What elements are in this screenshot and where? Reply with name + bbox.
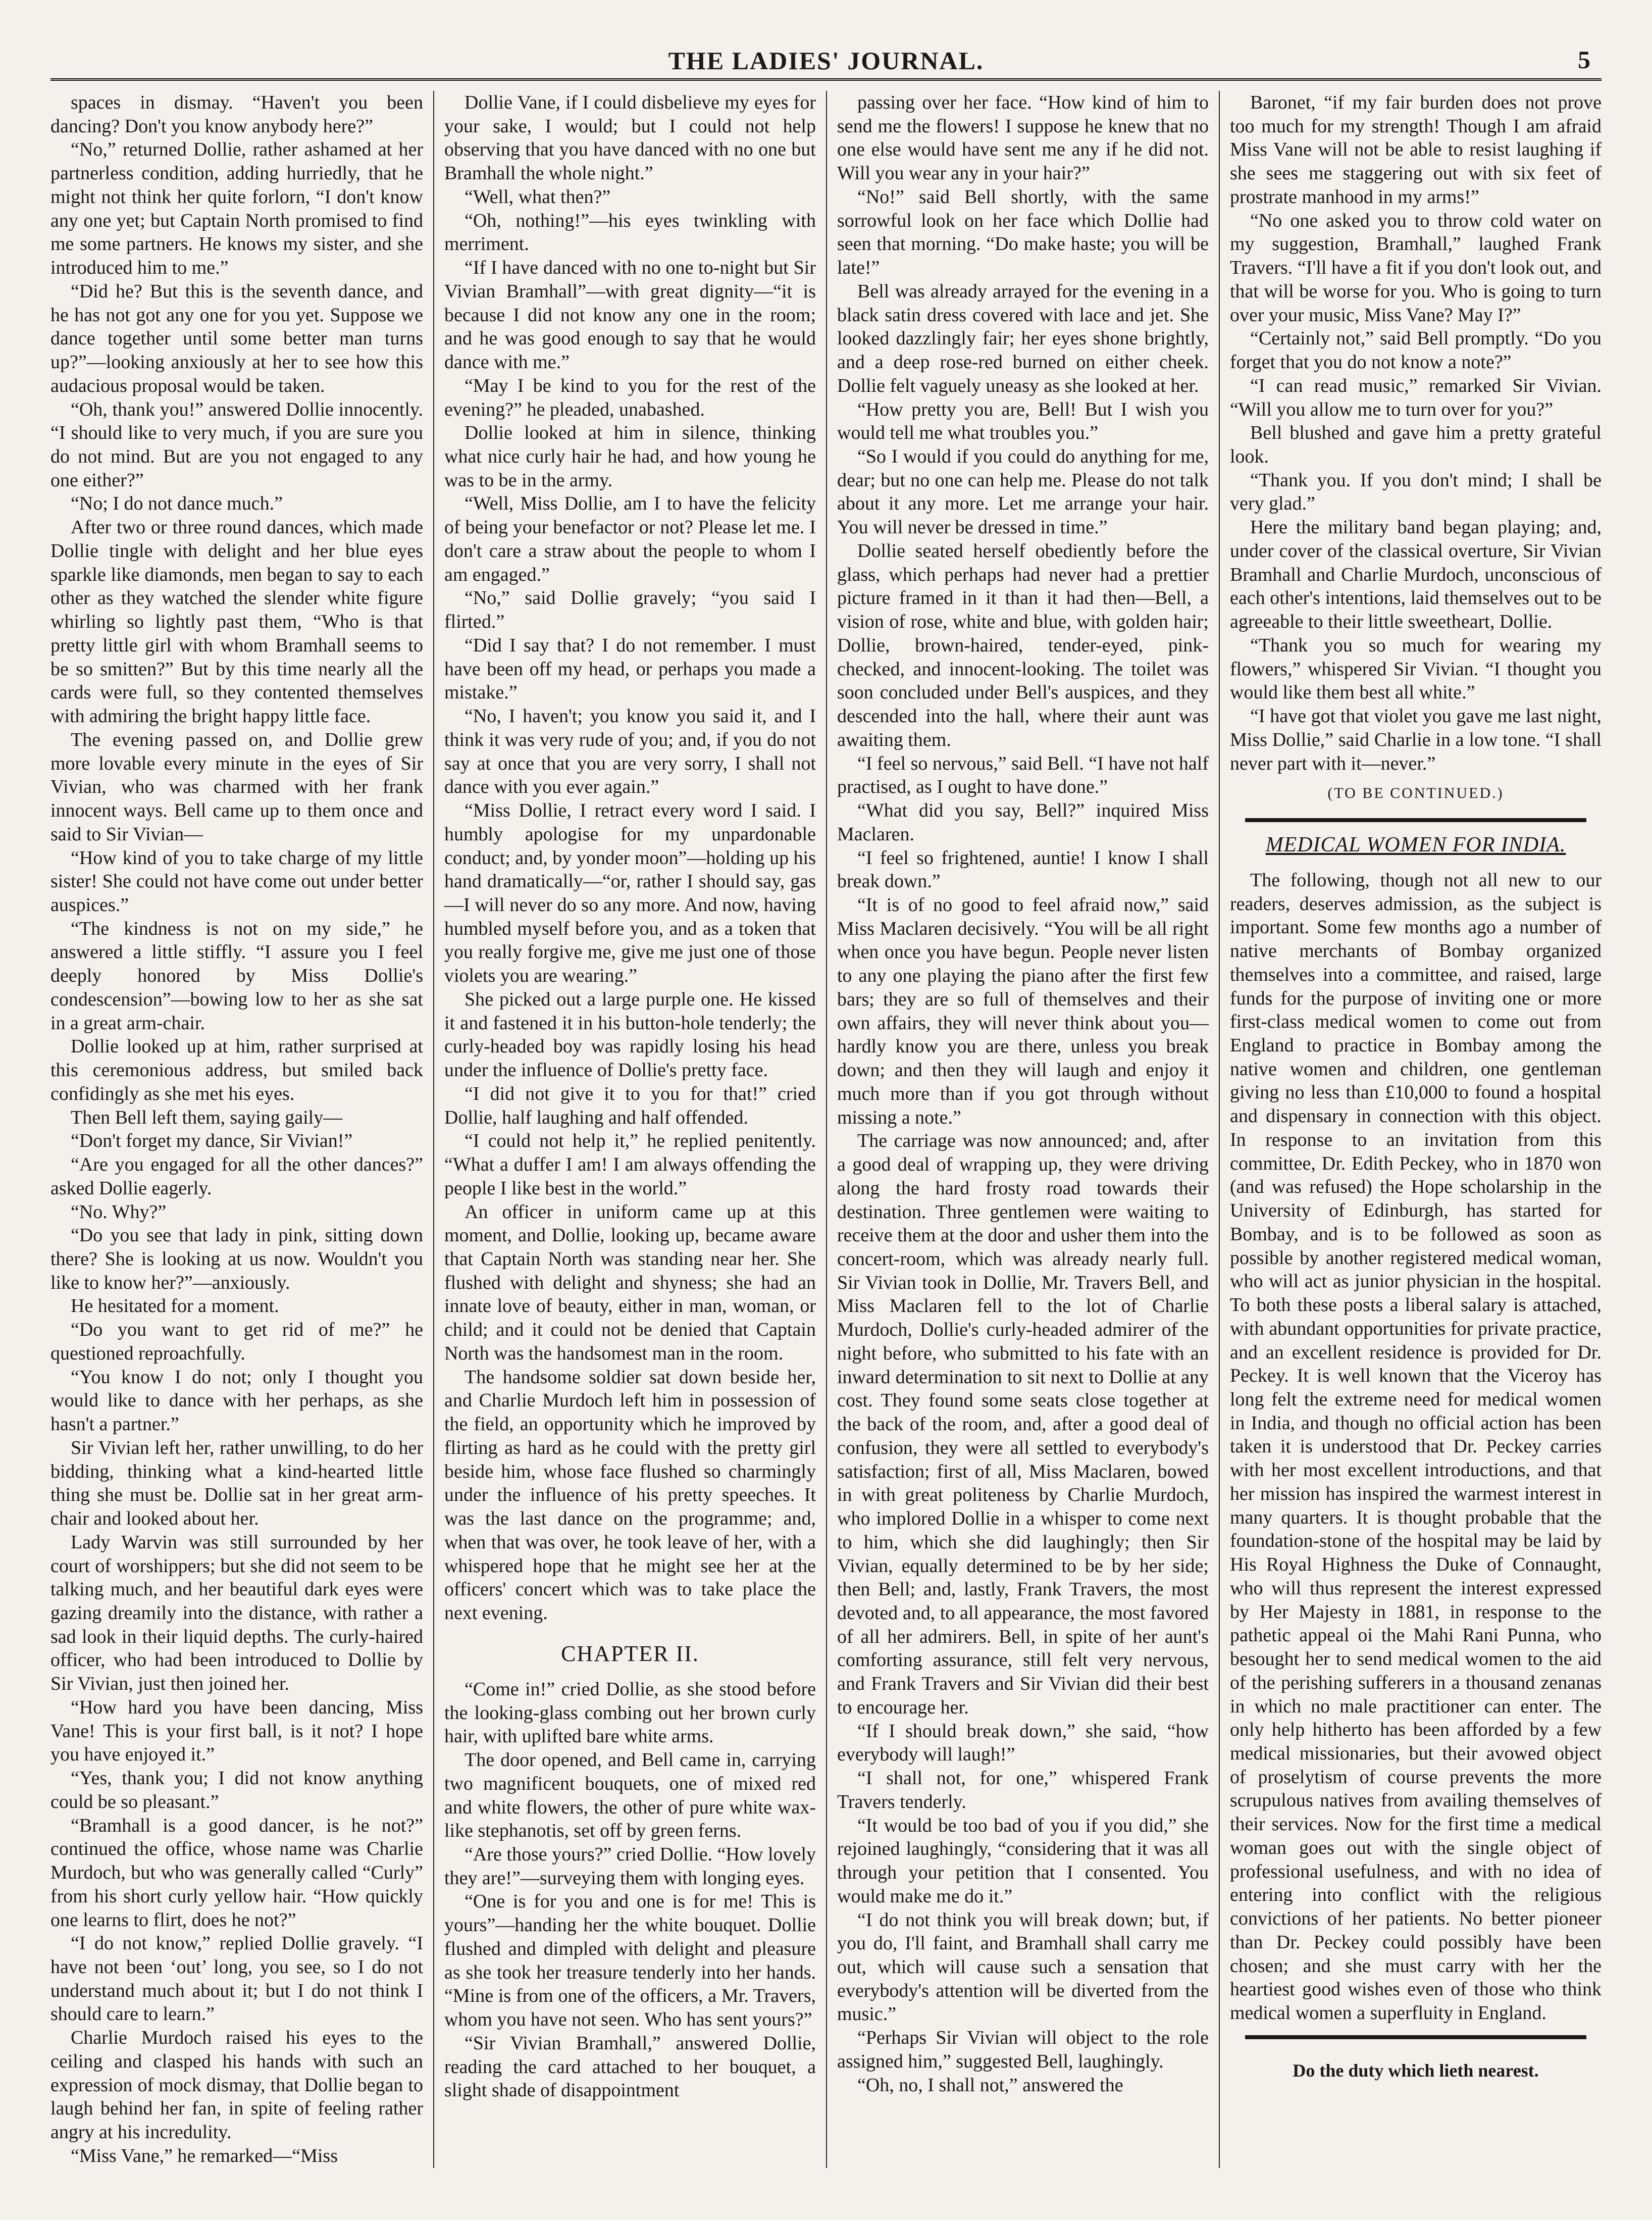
paragraph: “If I should break down,” she said, “how everybody will laugh!”	[837, 1720, 1209, 1765]
paragraph: “I do not think you will break down; but, if you do, I'll faint, and Bramhall shall carry me out, which will cause such a sensation that everybody's attention will be diverted from the music.”	[837, 1909, 1209, 2025]
paragraph: Baronet, “if my fair burden does not prove too much for my strength! Though I am afraid Miss Vane will not be able to resist laughing if she sees me staggering out with six feet of prostrate manhood in my arms!”	[1230, 92, 1602, 208]
paragraph: The handsome soldier sat down beside her, and Charlie Murdoch left him in possession of the field, an opportunity which he improved by flirting as hard as he could with the pretty girl beside him, whose face flushed so charmingly under the influence of his pretty speeches. It was the last dance on the programme; and, when that was over, he took leave of her, with a whispered hope that he might see her at the officers' concert which was to take place the next evening.	[444, 1366, 816, 1624]
paragraph: Dollie seated herself obediently before the glass, which perhaps had never had a prettier picture framed in it than it had then—Bell, a vision of rose, white and blue, with golden hair; Dollie, brown-haired, tender-eyed, pink-checked, and innocent-looking. The toilet was soon concluded under Bell's auspices, and they descended into the hall, where their aunt was awaiting them.	[837, 540, 1209, 750]
paragraph: “Come in!” cried Dollie, as she stood before the looking-glass combing out her brown curly hair, with uplifted bare white arms.	[444, 1678, 816, 1747]
paragraph: “I feel so nervous,” said Bell. “I have not half practised, as I ought to have done.”	[837, 752, 1209, 798]
paragraph: “Well, Miss Dollie, am I to have the felicity of being your benefactor or not? Please let me. I don't care a straw about the people to whom I am engaged.”	[444, 493, 816, 585]
paragraph: The following, though not all new to our readers, deserves admission, as the subject is important. Some few months ago a number of native merchants of Bombay organized themselves into a committee, and raised, large funds for the purpose of inviting one or more first-class medical women to come out from England to practice in Bombay among the native women and children, one gentleman giving no less than £10,000 to found a hospital and dispensary in connection with this object. In response to an invitation from this committee, Dr. Edith Peckey, who in 1870 won (and was refused) the Hope scholarship in the University of Edinburgh, has started for Bombay, and is to be followed as soon as possible by another registered medical woman, who will act as junior physician in the hospital. To both these posts a liberal salary is attached, with abundant opportunities for private practice, and an excellent residence is provided for Dr. Peckey. It is well known that the Viceroy has long felt the extreme need for medical women in India, and though no official action has been taken it is understood that Dr. Peckey carries with her most excellent introductions, and that her mission has inspired the warmest interest in many quarters. It is thought probable that the foundation-stone of the hospital may be laid by His Royal Highness the Duke of Connaught, who will thus represent the interest expressed by Her Majesty in 1881, in response to the pathetic appeal oi the Mahi Rani Punna, who besought her to send medical women to the aid of the perishing sufferers in a thousand zenanas in which no male practitioner can enter. The only help hitherto has been afforded by a few medical missionaries, but their avowed object of proselytism of course prevents the more scrupulous natives from availing themselves of their services. Now for the first time a medical woman goes out with the single object of professional usefulness, and with no idea of entering into conflict with the religious convictions of her patients. No better pioneer than Dr. Peckey could possibly have been chosen; and she must carry with her the heartiest good wishes even of those who think medical women a superfluity in England.	[1230, 869, 1602, 2024]
paragraph: “Miss Dollie, I retract every word I said. I humbly apologise for my unpardonable conduct; and, by yonder moon”—holding up his hand dramatically—“or, rather I should say, gas—I will never do so any more. And now, having humbled myself before you, and as a token that you really forgive me, give me just one of those violets you are wearing.”	[444, 800, 816, 987]
paragraph: “How pretty you are, Bell! But I wish you would tell me what troubles you.”	[837, 398, 1209, 444]
paragraph: “No!” said Bell shortly, with the same sorrowful look on her face which Dollie had seen that morning. “Do make haste; you will be late!”	[837, 186, 1209, 279]
paragraph: “I feel so frightened, auntie! I know I shall break down.”	[837, 847, 1209, 892]
paragraph: “I have got that violet you gave me last night, Miss Dollie,” said Charlie in a low tone. “I shall never part with it—never.”	[1230, 705, 1602, 774]
paragraph: “Oh, no, I shall not,” answered the	[857, 2074, 1123, 2096]
paragraph: “So I would if you could do anything for me, dear; but no one can help me. Please do not talk about it any more. Let me arrange your hair. You will never be dressed in time.”	[837, 446, 1209, 538]
paragraph: “Are you engaged for all the other dances?” asked Dollie eagerly.	[50, 1154, 423, 1199]
paragraph: After two or three round dances, which made Dollie tingle with delight and her blue eyes sparkle like diamonds, men began to say to each other as they watched the slender white figure whirling so lightly past them, “Who is that pretty little girl with whom Bramhall seems to be so smitten?” But by this time nearly all the cards were full, so they contented themselves with admiring the bright happy little face.	[50, 517, 423, 727]
paragraph: “Oh, thank you!” answered Dollie innocently. “I should like to very much, if you are sure you do not mind. But are you not engaged to any one either?”	[50, 398, 423, 491]
section-divider	[1245, 818, 1586, 822]
paragraph: “Are those yours?” cried Dollie. “How lovely they are!”—surveying them with longing eyes.	[444, 1843, 816, 1889]
paragraph: “Well, what then?”	[464, 186, 611, 208]
paragraph: She picked out a large purple one. He kissed it and fastened it in his button-hole tenderly; the curly-headed boy was rapidly losing his head under the influence of Dollie's pretty face.	[444, 988, 816, 1081]
journal-title: THE LADIES' JOURNAL.	[668, 46, 984, 75]
paragraph: spaces in dismay. “Haven't you been dancing? Don't you know anybody here?”	[50, 92, 423, 137]
paragraph: Lady Warvin was still surrounded by her court of worshippers; but she did not seem to be talking much, and her beautiful dark eyes were gazing dreamily into the distance, with rather a sad look in their liquid depths. The curly-haired officer, who had been introduced to Dollie by Sir Vivian, just then joined her.	[50, 1531, 423, 1695]
paragraph: passing over her face. “How kind of him to send me the flowers! I suppose he knew that no one else would have sent me any if he did not. Will you wear any in your hair?”	[837, 92, 1209, 184]
paragraph: “No, I haven't; you know you said it, and I think it was very rude of you; and, if you do not say at once that you are very sorry, I shall not dance with you ever again.”	[444, 705, 816, 798]
paragraph: “Miss Vane,” he remarked—“Miss	[71, 2145, 338, 2166]
paragraph: “What did you say, Bell?” inquired Miss Maclaren.	[837, 800, 1209, 845]
paragraph: Bell blushed and gave him a pretty grateful look.	[1230, 422, 1602, 468]
paragraph: “Oh, nothing!”—his eyes twinkling with merriment.	[444, 210, 816, 255]
paragraph: “No. Why?”	[71, 1201, 167, 1223]
paragraph: An officer in uniform came up at this moment, and Dollie, looking up, became aware that Captain North was standing near her. She flushed with delight and shyness; she had an innate love of beauty, either in man, woman, or child; and it could not be denied that Captain North was the handsomest man in the room.	[444, 1201, 816, 1364]
paragraph: “Thank you. If you don't mind; I shall be very glad.”	[1230, 469, 1602, 515]
paragraph: “I could not help it,” he replied penitently. “What a duffer I am! I am always offending the people I like best in the world.”	[444, 1130, 816, 1199]
paragraph: “Certainly not,” said Bell promptly. “Do you forget that you do not know a note?”	[1230, 328, 1602, 373]
paragraph: “Sir Vivian Bramhall,” answered Dollie, reading the card attached to her bouquet, a slight shade of disappointment	[444, 2032, 816, 2101]
column-4	[1219, 91, 1602, 2168]
page-number: 5	[1578, 45, 1591, 74]
paragraph: Sir Vivian left her, rather unwilling, to do her bidding, thinking what a kind-hearted little thing she must be. Dollie sat in her great arm-chair and looked about her.	[50, 1437, 423, 1530]
paragraph: “Do you see that lady in pink, sitting down there? She is looking at us now. Wouldn't you like to know her?”—anxiously.	[50, 1225, 423, 1293]
paragraph: “Don't forget my dance, Sir Vivian!”	[71, 1130, 353, 1152]
paragraph: The evening passed on, and Dollie grew more lovable every minute in the eyes of Sir Vivian, who was charmed with her frank innocent ways. Bell came up to them once and said to Sir Vivian—	[50, 729, 423, 845]
paragraph: He hesitated for a moment.	[71, 1295, 279, 1317]
chapter-heading: CHAPTER II.	[561, 1641, 699, 1666]
paragraph: “I do not know,” replied Dollie gravely. “I have not been ‘out’ long, you see, so I do not understand much about it; but I do not think I should care to learn.”	[50, 1933, 423, 2025]
paragraph: “No one asked you to throw cold water on my suggestion, Bramhall,” laughed Frank Travers. “I'll have a fit if you don't look out, and that will be worse for you. Who is going to turn over your music, Miss Vane? May I?”	[1230, 210, 1602, 326]
paragraph: “Perhaps Sir Vivian will object to the role assigned him,” suggested Bell, laughingly.	[837, 2027, 1209, 2072]
paragraph: “Thank you so much for wearing my flowers,” whispered Sir Vivian. “I thought you would like them best all white.”	[1230, 634, 1602, 703]
paragraph: “No,” returned Dollie, rather ashamed at her partnerless condition, adding hurriedly, that he might not think her quite forlorn, “I don't know any one yet; but Captain North promised to find me some partners. He knows my sister, and she introduced him to me.”	[50, 139, 423, 279]
to-be-continued: (TO BE CONTINUED.)	[1327, 785, 1504, 802]
paragraph: “How kind of you to take charge of my little sister! She could not have come out under better auspices.”	[50, 847, 423, 916]
paragraph: Dollie Vane, if I could disbelieve my eyes for your sake, I would; but I could not help observing that you have danced with no one but Bramhall the whole night.”	[444, 92, 816, 184]
paragraph: “Do you want to get rid of me?” he questioned reproachfully.	[50, 1319, 423, 1364]
paragraph: “Bramhall is a good dancer, is he not?” continued the office, whose name was Charlie Murdoch, but who was generally called “Curly” from his short curly yellow hair. “How quickly one learns to flirt, does he not?”	[50, 1814, 423, 1931]
paragraph: “No,” said Dollie gravely; “you said I flirted.”	[444, 587, 816, 633]
article-title: MEDICAL WOMEN FOR INDIA.	[1265, 833, 1566, 857]
text-columns	[50, 91, 1602, 2166]
paragraph: “Did I say that? I do not remember. I must have been off my head, or perhaps you made a mistake.”	[444, 634, 816, 703]
paragraph: “How hard you have been dancing, Miss Vane! This is your first ball, is it not? I hope you have enjoyed it.”	[50, 1696, 423, 1765]
paragraph: Charlie Murdoch raised his eyes to the ceiling and clasped his hands with such an expression of mock dismay, that Dollie began to laugh behind her fan, in spite of feeling rather angry at his incredulity.	[50, 2027, 423, 2143]
paragraph: “Yes, thank you; I did not know anything could be so pleasant.”	[50, 1768, 423, 1812]
column-3	[826, 91, 1209, 2168]
paragraph: “May I be kind to you for the rest of the evening?” he pleaded, unabashed.	[444, 375, 816, 420]
column-2	[433, 91, 816, 2168]
paragraph: “I shall not, for one,” whispered Frank Travers tenderly.	[837, 1768, 1209, 1812]
column-1	[50, 91, 423, 2168]
paragraph: Here the military band began playing; and, under cover of the classical overture, Sir Vivian Bramhall and Charlie Murdoch, unconscious of each other's intentions, laid themselves out to be agreeable to their little sweetheart, Dollie.	[1230, 517, 1602, 633]
paragraph: “The kindness is not on my side,” he answered a little stiffly. “I assure you I feel deeply honored by Miss Dollie's condescension”—bowing low to her as she sat in a great arm-chair.	[50, 918, 423, 1034]
paragraph: The carriage was now announced; and, after a good deal of wrapping up, they were driving along the hard frosty road towards their destination. Three gentlemen were waiting to receive them at the door and usher them into the concert-room, which was already nearly full. Sir Vivian took in Dollie, Mr. Travers Bell, and Miss Maclaren fell to the lot of Charlie Murdoch, Dollie's curly-headed admirer of the night before, who submitted to his fate with an inward determination to sit next to Dollie at any cost. They found some seats close together at the back of the room, and, after a good deal of confusion, they were all settled to everybody's satisfaction; first of all, Miss Maclaren, bowed in with great politeness by Charlie Murdoch, who implored Dollie in a whisper to come next to him, which she did laughingly; then Sir Vivian, equally determined to be by her side; then Bell; and, lastly, Frank Travers, the most devoted and, to all appearance, the most favored of all her admirers. Bell, in spite of her aunt's comforting assurance, still felt very nervous, and Frank Travers and Sir Vivian did their best to encourage her.	[837, 1130, 1209, 1718]
paragraph: Then Bell left them, saying gaily—	[71, 1106, 343, 1128]
paragraph: “If I have danced with no one to-night but Sir Vivian Bramhall”—with great dignity—“it is because I did not know any one in the room; and he was good enough to say that he would dance with me.”	[444, 257, 816, 373]
paragraph: “Did he? But this is the seventh dance, and he has not got any one for you yet. Suppose we dance together until some better man turns up?”—looking anxiously at her to see how this audacious proposal would be taken.	[50, 280, 423, 396]
page-header	[50, 20, 1602, 81]
closing-motto: Do the duty which lieth nearest.	[1293, 2060, 1539, 2081]
section-divider	[1245, 2035, 1586, 2039]
paragraph: “You know I do not; only I thought you would like to dance with her perhaps, as she hasn't a partner.”	[50, 1366, 423, 1435]
paragraph: “No; I do not dance much.”	[71, 493, 283, 515]
paragraph: Dollie looked up at him, rather surprised at this ceremonious address, but smiled back confidingly as she met his eyes.	[50, 1036, 423, 1104]
paragraph: The door opened, and Bell came in, carrying two magnificent bouquets, one of mixed red and white flowers, the other of pure white wax-like stephanotis, set off by green ferns.	[444, 1749, 816, 1842]
paragraph: “I did not give it to you for that!” cried Dollie, half laughing and half offended.	[444, 1083, 816, 1128]
paragraph: “It would be too bad of you if you did,” she rejoined laughingly, “considering that it was all through your petition that I consented. You would make me do it.”	[837, 1814, 1209, 1907]
paragraph: Bell was already arrayed for the evening in a black satin dress covered with lace and jet. She looked dazzlingly fair; her eyes shone brightly, and a deep rose-red burned on either cheek. Dollie felt vaguely uneasy as she looked at her.	[837, 280, 1209, 396]
paragraph: “I can read music,” remarked Sir Vivian. “Will you allow me to turn over for you?”	[1230, 375, 1602, 420]
paragraph: “It is of no good to feel afraid now,” said Miss Maclaren decisively. “You will be all right when once you have begun. People never listen to any one playing the piano after the first few bars; they are so full of themselves and their own affairs, they will never think about you—hardly know you are there, unless you break down; and then they will laugh and enjoy it much more than if you got through without missing a note.”	[837, 894, 1209, 1128]
paragraph: “One is for you and one is for me! This is yours”—handing her the white bouquet. Dollie flushed and dimpled with delight and pleasure as she took her treasure tenderly into her hands. “Mine is from one of the officers, a Mr. Travers, whom you have not seen. Who has sent yours?”	[444, 1891, 816, 2031]
paragraph: Dollie looked at him in silence, thinking what nice curly hair he had, and how young he was to be in the army.	[444, 422, 816, 491]
